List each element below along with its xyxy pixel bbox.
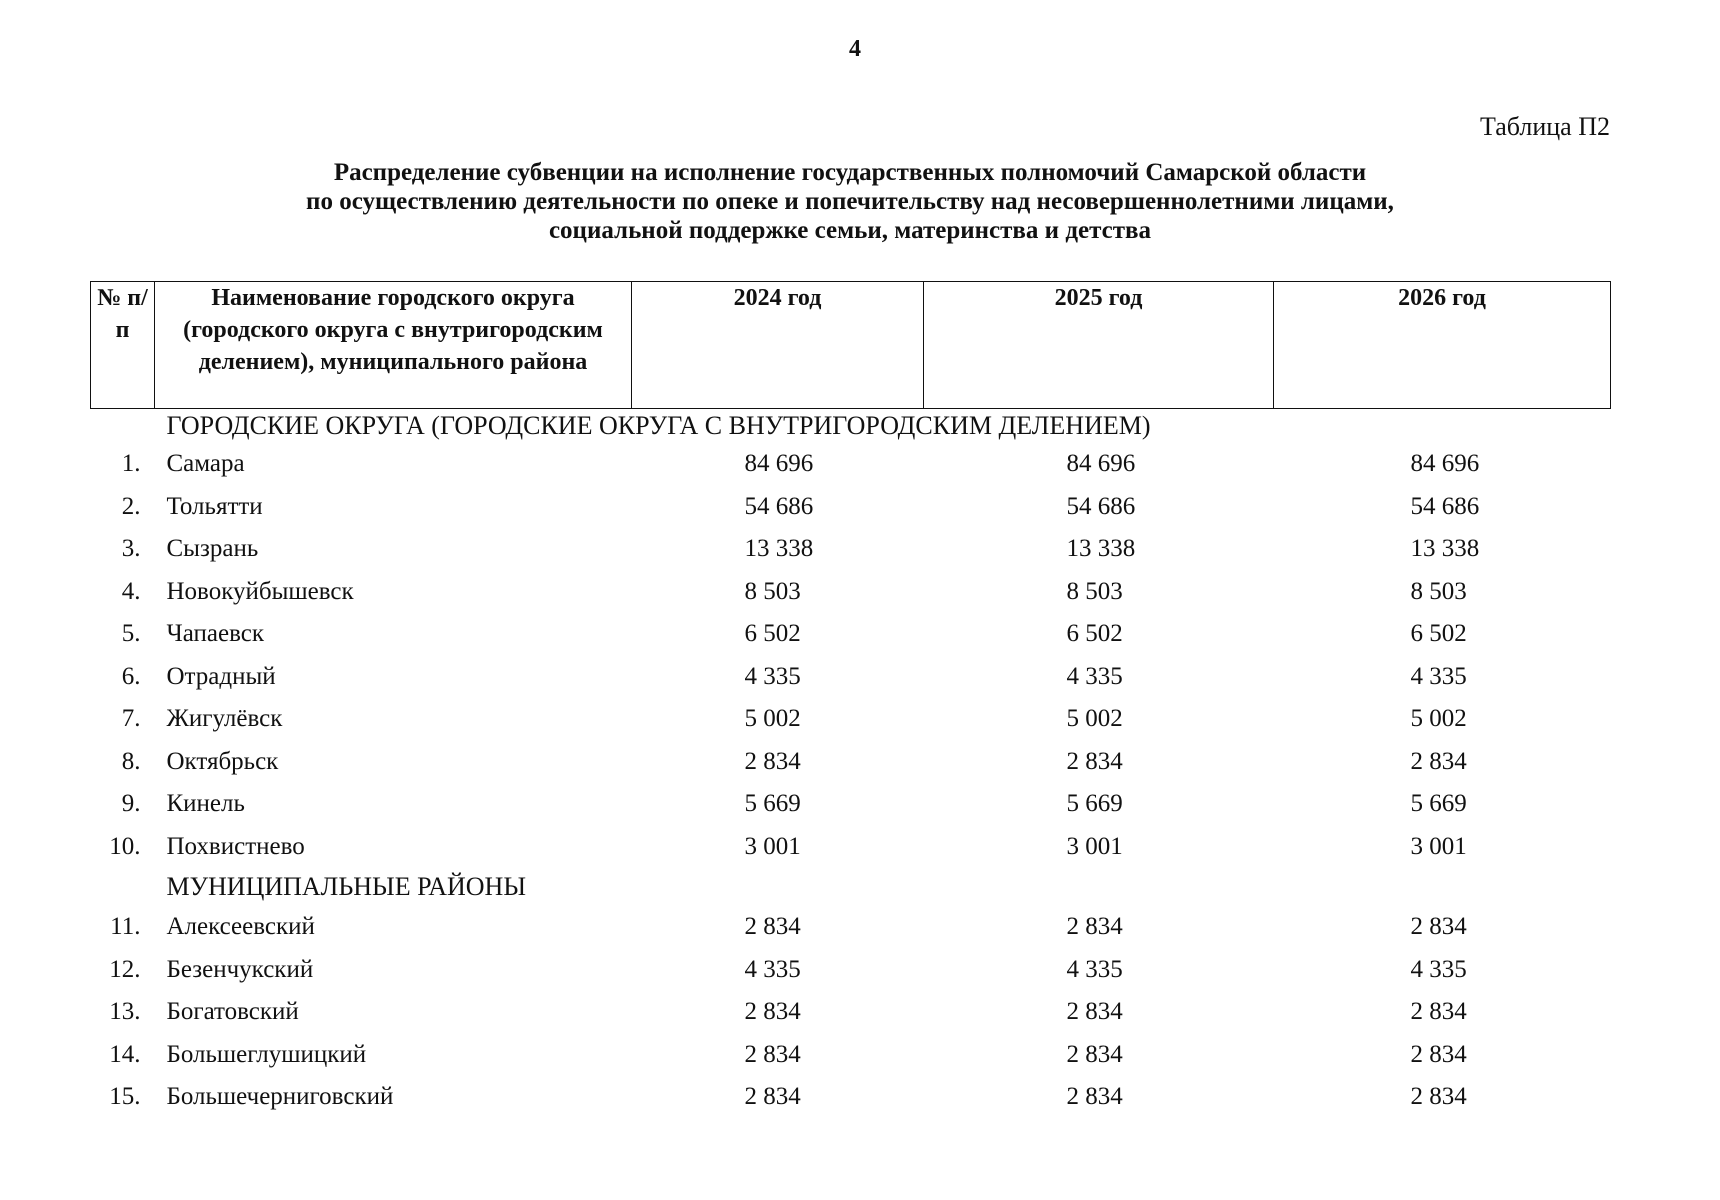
row-value-2024: 8 503: [744, 577, 801, 605]
row-value-2024: 4 335: [744, 662, 801, 690]
row-number: 15.: [109, 1083, 141, 1111]
table-row: [91, 443, 1611, 486]
table-row: [91, 991, 1611, 1034]
row-value-2026: 2 834: [1410, 998, 1467, 1026]
row-value-2025: 4 335: [1066, 662, 1123, 690]
row-value-2025: 6 502: [1066, 620, 1123, 648]
table-row: [91, 571, 1611, 614]
title-line-3: социальной поддержке семьи, материнства и детства: [548, 217, 1152, 244]
row-value-2026: 8 503: [1410, 577, 1467, 605]
row-name: Похвистнево: [166, 832, 305, 860]
row-number: 13.: [109, 998, 141, 1026]
row-number: 12.: [109, 955, 141, 983]
row-value-2026: 4 335: [1410, 662, 1467, 690]
row-value-2024: 2 834: [744, 747, 801, 775]
row-number: 3.: [121, 535, 141, 563]
row-value-2026: 5 669: [1410, 790, 1467, 818]
row-value-2025: 4 335: [1066, 955, 1123, 983]
row-value-2025: 8 503: [1066, 577, 1123, 605]
table-row: [91, 906, 1611, 949]
row-name: Тольятти: [166, 492, 263, 520]
title-line-2: по осуществлению деятельности по опеке и попечительству над несовершеннолетними лицами,: [306, 188, 1394, 215]
table-row: [91, 741, 1611, 784]
row-name: Большечерниговский: [166, 1083, 394, 1111]
row-name: Безенчукский: [166, 955, 314, 983]
row-value-2025: 2 834: [1066, 998, 1123, 1026]
row-name: Сызрань: [166, 535, 259, 563]
row-value-2025: 84 696: [1066, 450, 1136, 478]
title-line-1: Распределение субвенции на исполнение государственных полномочий Самарской области: [333, 159, 1367, 186]
row-name: Алексеевский: [166, 913, 315, 941]
header-2025: 2025 год: [924, 282, 1274, 409]
row-number: 7.: [121, 705, 141, 733]
header-2026: 2026 год: [1274, 282, 1611, 409]
row-number: 6.: [121, 662, 141, 690]
row-value-2025: 5 669: [1066, 790, 1123, 818]
row-number: 10.: [109, 832, 141, 860]
row-value-2024: 2 834: [744, 1040, 801, 1068]
table-row: [91, 486, 1611, 529]
row-value-2024: 5 002: [744, 705, 801, 733]
row-value-2025: 2 834: [1066, 1040, 1123, 1068]
section-title-municipal-districts: МУНИЦИПАЛЬНЫЕ РАЙОНЫ: [166, 872, 526, 901]
row-value-2026: 2 834: [1410, 747, 1467, 775]
table-row: [91, 613, 1611, 656]
row-number: 2.: [121, 492, 141, 520]
header-name: Наименование городского округа (городского округа с внутригородским делением), муниципального района: [155, 282, 632, 409]
document-title: [90, 158, 1610, 245]
row-name: Кинель: [166, 790, 245, 818]
table-row: [91, 949, 1611, 992]
row-value-2025: 2 834: [1066, 913, 1123, 941]
row-value-2025: 13 338: [1066, 535, 1136, 563]
row-value-2026: 13 338: [1410, 535, 1480, 563]
table-row: [91, 826, 1611, 869]
row-name: Новокуйбышевск: [166, 577, 354, 605]
row-name: Большеглушицкий: [166, 1040, 367, 1068]
table-row: [91, 783, 1611, 826]
page-number: 4: [849, 36, 861, 62]
row-value-2025: 54 686: [1066, 492, 1136, 520]
row-value-2026: 5 002: [1410, 705, 1467, 733]
row-value-2026: 4 335: [1410, 955, 1467, 983]
row-value-2024: 2 834: [744, 998, 801, 1026]
section-row-municipal-districts: [91, 868, 1611, 906]
row-value-2025: 2 834: [1066, 747, 1123, 775]
header-2024: 2024 год: [632, 282, 924, 409]
row-number: 1.: [121, 450, 141, 478]
row-value-2026: 84 696: [1410, 450, 1480, 478]
table-row: [91, 656, 1611, 699]
row-value-2025: 2 834: [1066, 1083, 1123, 1111]
section-title-urban-districts: ГОРОДСКИЕ ОКРУГА (ГОРОДСКИЕ ОКРУГА С ВНУТРИГОРОДСКИМ ДЕЛЕНИЕМ): [166, 411, 1151, 440]
row-name: Отрадный: [166, 662, 276, 690]
row-number: 8.: [121, 747, 141, 775]
row-value-2024: 84 696: [744, 450, 814, 478]
row-name: Октябрьск: [166, 747, 279, 775]
row-value-2026: 54 686: [1410, 492, 1480, 520]
row-value-2025: 5 002: [1066, 705, 1123, 733]
row-value-2024: 4 335: [744, 955, 801, 983]
row-value-2024: 6 502: [744, 620, 801, 648]
table-row: [91, 698, 1611, 741]
row-value-2024: 2 834: [744, 913, 801, 941]
row-number: 14.: [109, 1040, 141, 1068]
row-value-2026: 2 834: [1410, 1040, 1467, 1068]
table-label: Таблица П2: [1480, 112, 1610, 141]
row-value-2026: 6 502: [1410, 620, 1467, 648]
row-value-2026: 2 834: [1410, 913, 1467, 941]
row-name: Богатовский: [166, 998, 299, 1026]
table-header-row: [91, 282, 1611, 409]
row-number: 11.: [110, 913, 141, 941]
row-value-2026: 3 001: [1410, 832, 1467, 860]
row-number: 4.: [121, 577, 141, 605]
header-number: № п/п: [91, 282, 155, 409]
row-value-2024: 3 001: [744, 832, 801, 860]
row-number: 9.: [121, 790, 141, 818]
row-value-2024: 13 338: [744, 535, 814, 563]
table-row: [91, 1076, 1611, 1119]
row-value-2024: 54 686: [744, 492, 814, 520]
row-value-2026: 2 834: [1410, 1083, 1467, 1111]
row-name: Чапаевск: [166, 620, 264, 648]
row-name: Жигулёвск: [166, 705, 283, 733]
row-number: 5.: [121, 620, 141, 648]
row-value-2024: 2 834: [744, 1083, 801, 1111]
row-name: Самара: [166, 450, 245, 478]
section-row-urban-districts: [91, 409, 1611, 444]
subvention-table: [90, 281, 1611, 1119]
table-row: [91, 528, 1611, 571]
table-row: [91, 1034, 1611, 1077]
row-value-2024: 5 669: [744, 790, 801, 818]
row-value-2025: 3 001: [1066, 832, 1123, 860]
